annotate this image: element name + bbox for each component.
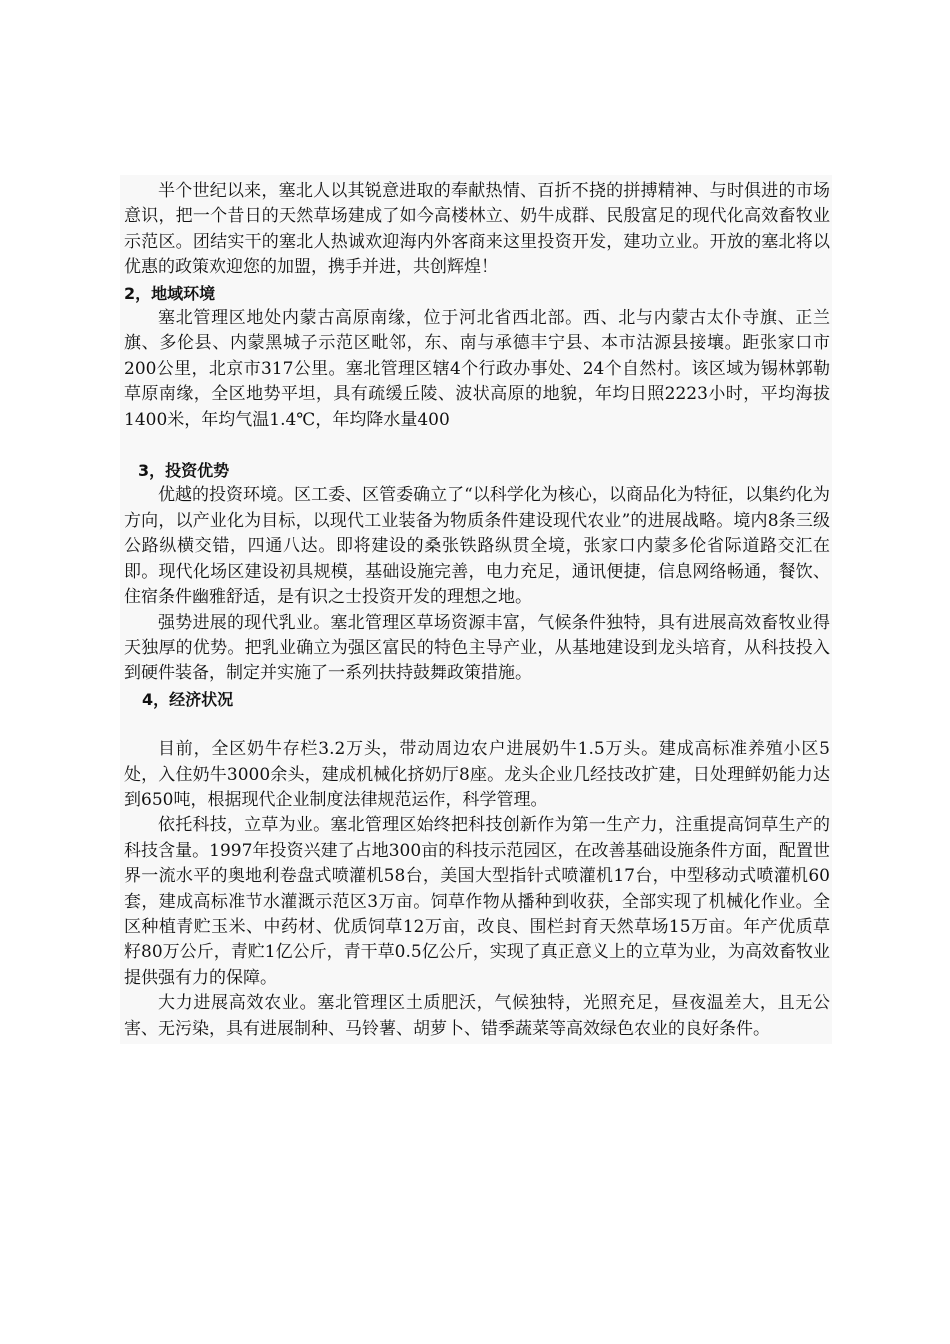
section-heading-investment: 3，投资优势 bbox=[138, 461, 230, 481]
region-paragraph: 塞北管理区地处内蒙古高原南缘，位于河北省西北部。西、北与内蒙古太仆寺旗、正兰旗、多伦县、内蒙黑城子示范区毗邻，东、南与承德丰宁县、本市沽源县接壤。距张家口市200公里，北京市317公里。塞北管理区辖4个行政办事处、24个自然村。该区域为锡林郭勒草原南缘，全区地势平坦，具有疏缓丘陵、波状高原的地貌，年均日照2223小时，平均海拔1400米，年均气温1.4℃，年均降水量400 bbox=[124, 308, 830, 430]
economy-paragraph-technology: 依托科技，立草为业。塞北管理区始终把科技创新作为第一生产力，注重提高饲草生产的科技含量。1997年投资兴建了占地300亩的科技示范园区，在改善基础设施条件方面，配置世界一流水平的奥地利卷盘式喷灌机58台，美国大型指针式喷灌机17台，中型移动式喷灌机60套，建成高标准节水灌溉示范区3万亩。饲草作物从播种到收获，全部实现了机械化作业。全区种植青贮玉米、中药材、优质饲草12万亩，改良、围栏封育天然草场15万亩。年产优质草籽80万公斤，青贮1亿公斤，青干草0.5亿公斤，实现了真正意义上的立草为业，为高效畜牧业提供强有力的保障。 bbox=[124, 815, 830, 988]
economy-paragraph-livestock: 目前，全区奶牛存栏3.2万头，带动周边农户进展奶牛1.5万头。建成高标准养殖小区5处，入住奶牛3000余头，建成机械化挤奶厅8座。龙头企业几经技改扩建，日处理鲜奶能力达到650吨，根据现代企业制度法律规范运作，科学管理。 bbox=[124, 739, 830, 810]
investment-paragraph-dairy: 强势进展的现代乳业。塞北管理区草场资源丰富，气候条件独特，具有进展高效畜牧业得天独厚的优势。把乳业确立为强区富民的特色主导产业，从基地建设到龙头培育，从科技投入到硬件装备，制定并实施了一系列扶持鼓舞政策措施。 bbox=[124, 612, 830, 684]
section-heading-region: 2，地域环境 bbox=[124, 283, 216, 303]
blank-line bbox=[124, 712, 830, 737]
blank-line bbox=[124, 433, 830, 458]
intro-paragraph: 半个世纪以来，塞北人以其锐意进取的奉献热情、百折不挠的拼搏精神、与时俱进的市场意识，把一个昔日的天然草场建成了如今高楼林立、奶牛成群、民殷富足的现代化高效畜牧业示范区。团结实干的塞北人热诚欢迎海内外客商来这里投资开发，建功立业。开放的塞北将以优惠的政策欢迎您的加盟，携手并进，共创辉煌！ bbox=[124, 181, 830, 278]
investment-paragraph-environment: 优越的投资环境。区工委、区管委确立了“以科学化为核心，以商品化为特征，以集约化为方向，以产业化为目标，以现代工业装备为物质条件建设现代农业”的进展战略。境内8条三级公路纵横交错，四通八达。即将建设的桑张铁路纵贯全境，张家口内蒙多伦省际道路交汇在即。现代化场区建设初具规模，基础设施完善，电力充足，通讯便捷，信息网络畅通，餐饮、住宿条件幽雅舒适，是有识之士投资开发的理想之地。 bbox=[124, 485, 830, 608]
section-heading-economy: 4，经济状况 bbox=[142, 689, 234, 709]
document-body bbox=[120, 175, 832, 1044]
economy-paragraph-agriculture: 大力进展高效农业。塞北管理区土质肥沃，气候独特，光照充足，昼夜温差大，且无公害、无污染，具有进展制种、马铃薯、胡萝卜、错季蔬菜等高效绿色农业的良好条件。 bbox=[124, 993, 830, 1039]
